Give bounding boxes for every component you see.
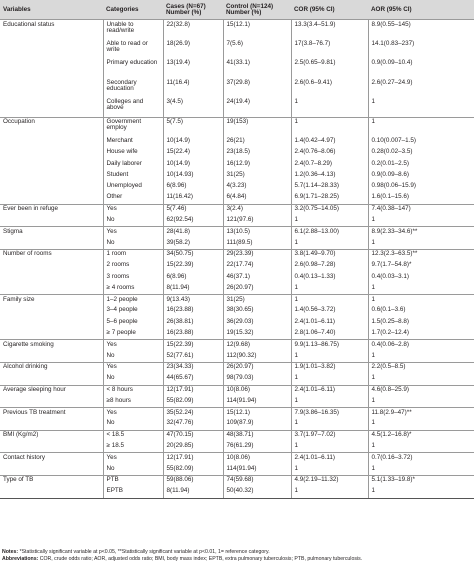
control-cell: 6(4.84) [223,193,291,204]
categories-cell: Daily laborer [103,159,163,170]
notes-text: *Statistically significant variable at p<0.05, **Statistically significant variable at p<0.01, 1= reference category. [18,549,270,555]
table-body [0,20,474,499]
table-row [0,59,474,79]
control-cell: 98(79.03) [223,374,291,385]
abbreviations-text: COR, crude odds ratio; AOR, adjusted odds ratio; BMI, body mass index; EPTB, extra pulmonary tuberculosis; PTB, pulmonary tuberculosis. [38,556,363,562]
cor-cell: 1.2(0.36–4.13) [291,170,368,181]
variable-cell [0,261,103,272]
cor-cell: 1.9(1.01–3.82) [291,362,368,373]
cor-cell: 0.4(0.13–1.33) [291,272,368,283]
cases-cell: 5(7.46) [163,204,223,215]
control-cell: 29(23.39) [223,249,291,260]
categories-cell: ≥ 4 rooms [103,283,163,294]
control-cell: 26(20.97) [223,362,291,373]
cases-cell: 15(22.39) [163,261,223,272]
categories-cell: EPTB [103,487,163,498]
table-header [0,0,474,20]
control-cell: 50(40.32) [223,487,291,498]
header-aor: AOR (95% CI) [368,0,474,20]
categories-cell: ≥8 hours [103,396,163,407]
cor-cell: 1 [291,238,368,249]
variable-cell [0,487,103,498]
categories-cell: < 8 hours [103,385,163,396]
control-cell: 31(25) [223,170,291,181]
categories-cell: 2 rooms [103,261,163,272]
control-cell: 26(20.97) [223,283,291,294]
cor-cell: 1 [291,117,368,137]
cases-cell: 22(32.8) [163,20,223,40]
variable-cell [0,170,103,181]
table-row [0,39,474,59]
categories-cell: ≥ 18.5 [103,442,163,453]
abbreviations-line [2,556,472,563]
header-variables: Variables [0,0,103,20]
categories-cell: 1–2 people [103,295,163,306]
header-row [0,0,474,20]
table-row [0,340,474,351]
aor-cell: 1 [368,487,474,498]
table-row [0,351,474,362]
cor-cell: 3.7(1.97–7.02) [291,430,368,441]
control-cell: 10(8.06) [223,385,291,396]
cases-cell: 6(8.96) [163,182,223,193]
aor-cell: 1 [368,238,474,249]
table-row [0,317,474,328]
control-cell: 26(21) [223,137,291,148]
control-cell: 7(5.6) [223,39,291,59]
variable-cell [0,272,103,283]
cases-cell: 35(52.24) [163,408,223,419]
variable-cell: Occupation [0,117,103,137]
cases-cell: 62(92.54) [163,216,223,227]
control-cell: 24(19.4) [223,98,291,118]
cases-cell: 12(17.91) [163,453,223,464]
control-cell: 15(12.1) [223,20,291,40]
control-cell: 109(87.9) [223,419,291,430]
categories-cell: 3 rooms [103,272,163,283]
variable-cell [0,442,103,453]
cases-cell: 8(11.94) [163,487,223,498]
categories-cell: ≥ 7 people [103,329,163,340]
categories-cell: 1 room [103,249,163,260]
table-row [0,159,474,170]
cor-cell: 2.4(1.01–6.11) [291,453,368,464]
aor-cell: 0.28(0.02–3.5) [368,148,474,159]
variable-cell: Alcohol drinking [0,362,103,373]
aor-cell: 0.9(0.09–10.4) [368,59,474,79]
table-row [0,419,474,430]
aor-cell: 0.2(0.01–2.5) [368,159,474,170]
control-cell: 74(59.68) [223,475,291,486]
table-row [0,453,474,464]
categories-cell: No [103,238,163,249]
aor-cell: 1.5(0.25–8.8) [368,317,474,328]
aor-cell: 0.9(0.09–8.6) [368,170,474,181]
categories-cell: No [103,464,163,475]
notes-line [2,549,472,556]
aor-cell: 0.4(0.06–2.8) [368,340,474,351]
header-categories: Categories [103,0,163,20]
cases-cell: 18(26.9) [163,39,223,59]
cases-cell: 16(23.88) [163,329,223,340]
variable-cell [0,329,103,340]
cases-cell: 52(77.61) [163,351,223,362]
aor-cell: 1 [368,295,474,306]
categories-cell: Merchant [103,137,163,148]
control-cell: 46(37.1) [223,272,291,283]
cases-cell: 55(82.09) [163,396,223,407]
variable-cell [0,98,103,118]
control-cell: 48(38.71) [223,430,291,441]
cor-cell: 1.4(0.42–4.97) [291,137,368,148]
table-row [0,98,474,118]
control-cell: 13(10.5) [223,227,291,238]
table-notes [2,549,472,563]
cor-cell: 1 [291,295,368,306]
cor-cell: 2.6(0.98–7.28) [291,261,368,272]
header-control: Control (N=124) Number (%) [223,0,291,20]
variable-cell [0,283,103,294]
cases-cell: 44(65.67) [163,374,223,385]
aor-cell: 1 [368,117,474,137]
cases-cell: 20(29.85) [163,442,223,453]
control-cell: 41(33.1) [223,59,291,79]
cor-cell: 1 [291,283,368,294]
cor-cell: 1 [291,396,368,407]
cases-cell: 15(22.4) [163,148,223,159]
cor-cell: 2.6(0.6–9.41) [291,78,368,98]
categories-cell: Colleges and above [103,98,163,118]
table-row [0,306,474,317]
control-cell: 31(25) [223,295,291,306]
control-cell: 15(12.1) [223,408,291,419]
categories-cell: Other [103,193,163,204]
header-cases: Cases (N=67) Number (%) [163,0,223,20]
categories-cell: < 18.5 [103,430,163,441]
cases-cell: 6(8.96) [163,272,223,283]
variable-cell [0,396,103,407]
cases-cell: 15(22.39) [163,340,223,351]
cor-cell: 13.3(3.4–51.9) [291,20,368,40]
categories-cell: Student [103,170,163,181]
aor-cell: 8.9(0.55–145) [368,20,474,40]
table-row [0,329,474,340]
control-cell: 37(29.8) [223,78,291,98]
variable-cell [0,137,103,148]
variable-cell [0,59,103,79]
cor-cell: 6.9(1.71–28.25) [291,193,368,204]
cor-cell: 5.7(1.14–28.33) [291,182,368,193]
cases-cell: 28(41.8) [163,227,223,238]
cases-cell: 12(17.91) [163,385,223,396]
cases-cell: 8(11.94) [163,283,223,294]
variable-cell: Ever been in refuge [0,204,103,215]
table-row [0,272,474,283]
aor-cell: 0.4(0.03–3.1) [368,272,474,283]
table-row [0,362,474,373]
cases-cell: 39(58.2) [163,238,223,249]
categories-cell: PTB [103,475,163,486]
variable-cell: Stigma [0,227,103,238]
categories-cell: Yes [103,408,163,419]
categories-cell: Yes [103,227,163,238]
table-row [0,295,474,306]
categories-cell: Yes [103,453,163,464]
table-row [0,193,474,204]
categories-cell: No [103,419,163,430]
cases-cell: 11(16.42) [163,193,223,204]
control-cell: 112(90.32) [223,351,291,362]
aor-cell: 14.1(0.83–237) [368,39,474,59]
cor-cell: 1 [291,351,368,362]
variable-cell: BMI (Kg/m2) [0,430,103,441]
variable-cell: Cigarette smoking [0,340,103,351]
cor-cell: 4.9(2.19–11.32) [291,475,368,486]
categories-cell: No [103,216,163,227]
cor-cell: 1 [291,442,368,453]
cases-cell: 10(14.9) [163,159,223,170]
control-cell: 19(15.32) [223,329,291,340]
table-row [0,385,474,396]
cor-cell: 17(3.8–76.7) [291,39,368,59]
categories-cell: Yes [103,362,163,373]
aor-cell: 1 [368,98,474,118]
control-cell: 3(2.4) [223,204,291,215]
cor-cell: 7.9(3.86–16.35) [291,408,368,419]
table-row [0,487,474,498]
cor-cell: 6.1(2.88–13.00) [291,227,368,238]
variable-cell: Previous TB treatment [0,408,103,419]
cor-cell: 3.2(0.75–14.05) [291,204,368,215]
categories-cell: Yes [103,340,163,351]
cases-cell: 34(50.75) [163,249,223,260]
variable-cell [0,182,103,193]
cases-cell: 23(34.33) [163,362,223,373]
cases-cell: 59(88.06) [163,475,223,486]
table-row [0,216,474,227]
variable-cell: Average sleeping hour [0,385,103,396]
cases-cell: 5(7.5) [163,117,223,137]
cases-cell: 10(14.9) [163,137,223,148]
table-row [0,475,474,486]
table-row [0,249,474,260]
categories-cell: 5–6 people [103,317,163,328]
cor-cell: 1 [291,464,368,475]
cases-cell: 10(14.93) [163,170,223,181]
table-row [0,204,474,215]
aor-cell: 2.6(0.27–24.9) [368,78,474,98]
aor-cell: 4.6(0.8–25.9) [368,385,474,396]
aor-cell: 0.98(0.06–15.9) [368,182,474,193]
categories-cell: Primary education [103,59,163,79]
cases-cell: 55(82.09) [163,464,223,475]
control-cell: 121(97.6) [223,216,291,227]
variable-cell [0,159,103,170]
categories-cell: Able to read or write [103,39,163,59]
cases-cell: 26(38.81) [163,317,223,328]
header-cor: COR (95% CI) [291,0,368,20]
variable-cell: Contact history [0,453,103,464]
cor-cell: 2.4(1.01–6.11) [291,317,368,328]
control-cell: 19(153) [223,117,291,137]
cor-cell: 2.4(1.01–6.11) [291,385,368,396]
categories-cell: No [103,374,163,385]
variable-cell [0,374,103,385]
table-row [0,227,474,238]
control-cell: 12(9.68) [223,340,291,351]
control-cell: 111(89.5) [223,238,291,249]
aor-cell: 0.6(0.1–3.6) [368,306,474,317]
cases-cell: 16(23.88) [163,306,223,317]
control-cell: 23(18.5) [223,148,291,159]
variable-cell [0,317,103,328]
aor-cell: 5.1(1.33–19.8)* [368,475,474,486]
cases-cell: 47(70.15) [163,430,223,441]
variable-cell [0,238,103,249]
cor-cell: 1.4(0.56–3.72) [291,306,368,317]
aor-cell: 0.7(0.16–3.72) [368,453,474,464]
aor-cell: 1 [368,464,474,475]
abbreviations-label: Abbreviations: [2,556,39,562]
aor-cell: 0.10(0.007–1.5) [368,137,474,148]
categories-cell: House wife [103,148,163,159]
cor-cell: 1 [291,419,368,430]
variable-cell [0,419,103,430]
variable-cell: Educational status [0,20,103,40]
control-cell: 36(29.03) [223,317,291,328]
cases-cell: 32(47.76) [163,419,223,430]
table-row [0,430,474,441]
table-row [0,137,474,148]
categories-cell: No [103,351,163,362]
aor-cell: 1 [368,216,474,227]
aor-cell: 11.8(2.9–47)** [368,408,474,419]
table-row [0,182,474,193]
cor-cell: 2.5(0.65–9.81) [291,59,368,79]
aor-cell: 2.2(0.5–8.5) [368,362,474,373]
aor-cell: 1 [368,374,474,385]
aor-cell: 1 [368,419,474,430]
table-row [0,374,474,385]
aor-cell: 1 [368,351,474,362]
cor-cell: 1 [291,374,368,385]
aor-cell: 1.6(0.1–15.6) [368,193,474,204]
categories-cell: Government employ [103,117,163,137]
control-cell: 114(91.94) [223,396,291,407]
control-cell: 10(8.06) [223,453,291,464]
cor-cell: 1 [291,216,368,227]
aor-cell: 1.7(0.2–12.4) [368,329,474,340]
aor-cell: 1 [368,396,474,407]
cases-cell: 11(16.4) [163,78,223,98]
control-cell: 38(30.65) [223,306,291,317]
table-row [0,238,474,249]
cases-cell: 13(19.4) [163,59,223,79]
table-row [0,442,474,453]
table-row [0,78,474,98]
control-cell: 76(61.29) [223,442,291,453]
table-row [0,261,474,272]
control-cell: 114(91.94) [223,464,291,475]
table-row [0,408,474,419]
cor-cell: 2.4(0.7–8.29) [291,159,368,170]
variable-cell [0,306,103,317]
cor-cell: 2.8(1.06–7.40) [291,329,368,340]
cor-cell: 1 [291,487,368,498]
table-row [0,464,474,475]
table-row [0,20,474,40]
variable-cell [0,39,103,59]
variable-cell [0,464,103,475]
variable-cell: Family size [0,295,103,306]
table-row [0,148,474,159]
variable-cell [0,193,103,204]
aor-cell: 8.9(2.33–34.6)** [368,227,474,238]
cases-cell: 9(13.43) [163,295,223,306]
notes-label: Notes: [2,549,19,555]
aor-cell: 4.5(1.2–16.8)* [368,430,474,441]
control-cell: 16(12.9) [223,159,291,170]
control-cell: 4(3.23) [223,182,291,193]
cor-cell: 3.8(1.49–9.70) [291,249,368,260]
table-row [0,283,474,294]
variable-cell [0,351,103,362]
categories-cell: Unemployed [103,182,163,193]
aor-cell: 9.7(1.7–54.8)* [368,261,474,272]
cor-cell: 1 [291,98,368,118]
control-cell: 22(17.74) [223,261,291,272]
cor-cell: 2.4(0.76–8.06) [291,148,368,159]
table-row [0,170,474,181]
categories-cell: Yes [103,204,163,215]
aor-cell: 1 [368,442,474,453]
aor-cell: 1 [368,283,474,294]
table-row [0,117,474,137]
variable-cell [0,148,103,159]
categories-cell: Secondary education [103,78,163,98]
cor-cell: 9.9(1.13–86.75) [291,340,368,351]
aor-cell: 12.3(2.3–63.5)** [368,249,474,260]
variable-cell [0,216,103,227]
table-row [0,396,474,407]
categories-cell: Unable to read/write [103,20,163,40]
cases-cell: 3(4.5) [163,98,223,118]
variable-cell [0,78,103,98]
categories-cell: 3–4 people [103,306,163,317]
aor-cell: 7.4(0.38–147) [368,204,474,215]
variable-cell: Number of rooms [0,249,103,260]
variable-cell: Type of TB [0,475,103,486]
